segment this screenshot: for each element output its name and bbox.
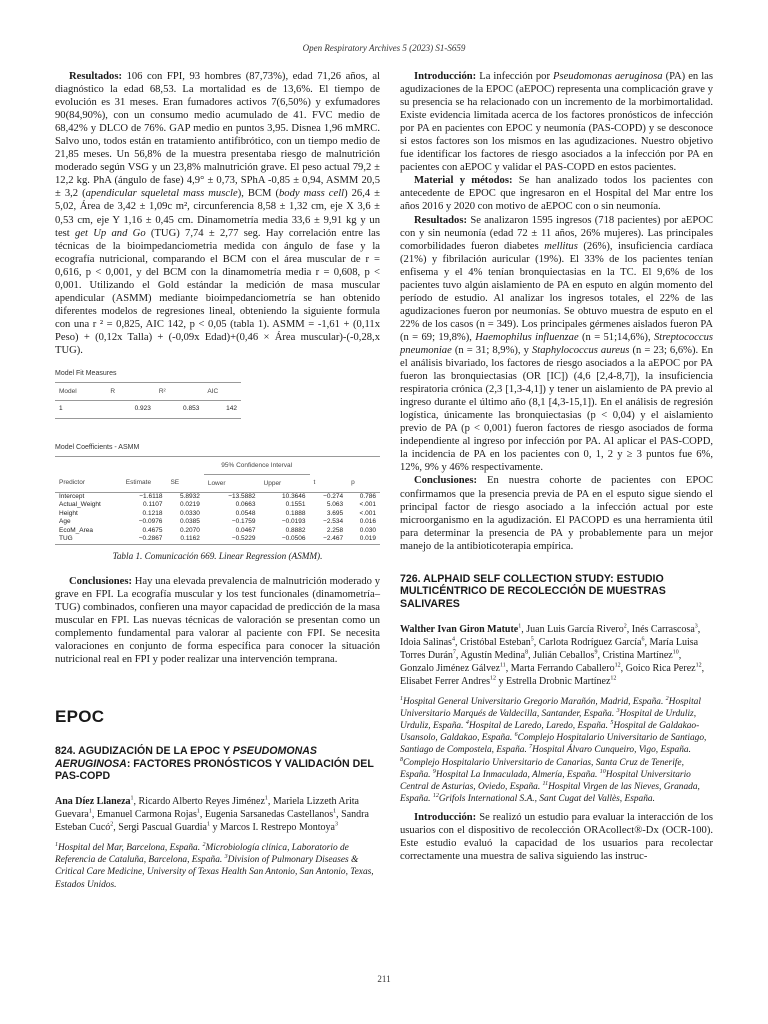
- coef-table-title: Model Coefficients - ASMM: [55, 443, 140, 451]
- resultados-text: Se analizaron 1595 ingresos (718 pacientes) por aEPOC con y sin neumonía (edad 72 ± 11 años, 26% mujeres). Las principales comorbilidades fueron diabetes mellitus (26%), insuficiencia cardíaca (21%) y fibrilación auricular (19%). El 33% de los pacientes tenían enfisema y el 4% tenían bronquiectasias en la TC. El 9,6% de los pacientes tuvo algún aislamiento de PA en esputo en algún momento del período de estudio. Al analizar los ingresos totales, el 22% de las agudizaciones fueron por neumonías. Se obtuvo muestra de esputo en el 22% de los casos (n = 349). Los principales gérmenes aislados fueron PA (n = 69; 19,8%), Haemophilus influenzae (n = 51;14,6%), Streptococcus pneumoniae (n = 31; 8,9%), y Staphylococcus aureus (n = 23; 6,6%). En el análisis bivariado, los factores de riesgo asociados a la aEPOC por PA fueron las bronquiectasias (OR [IC]) (4,6 [2,4-8,7]), la insuficiencia respiratoria crónica (2,3 [1,3-4,1]) y tener un aislamiento de PA previo al ingreso durante el último año (8,1 [4,3-15,1]). En el análisis de regresión logística, únicamente las bronquiectasias (p < 0,04) y el aislamiento previo de PA (p < 0,001) fueron factores de riesgo asociados de forma independiente al ingreso por infección por PA. Al aplicar el PAS-COPD, la incidencia de PA en los pacientes con 0, 1, 2 y ≥ 3 puntos fue 6%, 12%, 9% y 46% respectivamente.: [400, 214, 713, 474]
- abstract-824-affiliations: $^1$Hospital del Mar, Barcelona, España. $^2$Microbiología clínica, Laboratorio de Referencia de Cataluña, Barcelona, España. $^3$Division of Pulmonary Diseases & Critical Care Medicine, University of Texas Health San Antonio, San Antonio, Texas, Estados Unidos.: [55, 841, 374, 890]
- metodos-paragraph: [400, 174, 713, 213]
- coef-cell: Intercept: [59, 492, 85, 500]
- coef-cell: −0.0976: [138, 518, 163, 526]
- coef-header-cell: Upper: [260, 474, 310, 492]
- abstract-726-title: 726. ALPHAID SELF COLLECTION STUDY: ESTUDIO MULTICÉNTRICO DE RECOLECCIÓN DE MUESTRAS SALIVARES: [400, 572, 666, 610]
- intro-paragraph: [400, 70, 713, 174]
- conclusiones-paragraph: [55, 575, 380, 666]
- coef-cell: 0.016: [359, 518, 376, 526]
- resultados-text: 106 con FPI, 93 hombres (87,73%), edad 71,26 años, al diagnóstico la edad 68,53. La mortalidad es de 13,6%. El tiempo de evolución es 31 meses. Eran fumadores activos 7(6,50%) y exfumadores 90(84,90%), con un consumo medio acumulado de 41. FVC medio de 68,42% y DLCO de 76%. GAP medio en puntos 3,95. Disnea 1,96 mMRC. Salvo uno, todos están en tratamiento antifibrótico, con un tiempo medio de 21,85 meses. Un 56,8% de la muestra presentaba riesgo de malnutrición moderado según VSG y un 23,8% malnutrición grave. El peso actual 79,2 ± 12,2 kg. PhA (ángulo de fase) 4,9° ± 0,73, SPhA -0,85 ± 0,94, ASMM 20,5 ± 3,2 (apendicular squeletal mass muscle), BCM (body mass cell) 26,4 ± 5,02, Área de 3,42 ± 1,09c m², circunferencia 8,58 ± 1,32 cm, eje X 3,6 ± 0,53 cm, eje Y 1,16 ± 0,45 cm. Dinamometría media 33,6 ± 9,91 kg y un test get Up and Go (TUG) 7,74 ± 2,77 seg. Hay correlación entre las técnicas de la bioimpedanciometria medida con ángulo de fase y la ecografía nutricional, comparando el BCM con el área muscular de r = 0,616, p < 0,001, y del BCM con la dinamometría media r = 0,608, p < 0,001. Utilizando el Gold estándar la medición de masa muscular apendicular (ASMM) mediante bioimpedanciometría se han obtenido diferentes modelos de regresiones lineal, obteniendo la siguiente formula con una r ² = 0,825, AIC 142, p < 0,05 (tabla 1). ASMM = -1,61 + (0,11x Peso) + (0,12x Talla) + (-0,09x Edad)+(0,46 × Área muscular)-(-0,28,x TUG).: [55, 71, 380, 356]
- coef-cell: −1.6118: [139, 492, 163, 500]
- coef-cell: −13.5882: [228, 492, 256, 500]
- page-number: 211: [377, 974, 391, 984]
- coef-cell: 0.786: [359, 492, 376, 500]
- coef-cell: −2.467: [310, 535, 348, 544]
- coef-cell: 0.1107: [143, 501, 163, 509]
- table-row: [55, 527, 380, 536]
- coef-header-cell: SE: [166, 474, 203, 492]
- table-row: [55, 492, 380, 501]
- coef-header-cell: p: [347, 474, 380, 492]
- abstract-726-authors: Walther Ivan Giron Matute$^1$, Juan Luis García Rivero$^2$, Inés Carrascosa$^3$, Idoia Salinas$^4$, Cristóbal Esteban$^5$, Carlota Rodríguez García$^6$, María Luisa Torres Durán$^7$, Agustín Medina$^8$, Julián Ceballos$^9$, Cristina Martínez$^{10}$, Gonzalo Jiménez Gálvez$^{11}$, Marta Ferrando Caballero$^{12}$, Goico Rica Perez$^{12}$, Elisabet Ferrer Andres$^{12}$ y Estrella Drobnic Martínez$^{12}$: [400, 623, 705, 687]
- intro2-label: Introducción:: [414, 812, 477, 824]
- fit-header-cell: Model: [55, 383, 106, 401]
- coef-cell: 10.3646: [282, 492, 306, 500]
- coef-cell: Age: [59, 518, 71, 526]
- resultados-paragraph: [400, 214, 713, 475]
- model-coefficients-table: [55, 456, 380, 545]
- conclusiones-text: Hay una elevada prevalencia de malnutrición moderado y grave en FPI. La ecografía muscular y los test funcionales (dinamometría–TUG) combinados, confieren una mayor capacidad de predicción de la masa muscular en FPI. Las nuevas técnicas de valoración se presentan como un complemento fundamental para valorar al paciente con FPI. Se necesita valoraciones en conjunto de forma específica para conocer la situación nutricional real en FPI y poder realizar una intervención temprana.: [55, 575, 380, 666]
- table-row: [55, 401, 241, 419]
- table-caption: Tabla 1. Comunicación 669. Linear Regression (ASMM).: [112, 550, 323, 561]
- coef-cell: 0.0385: [179, 518, 200, 526]
- table-row: [55, 510, 380, 519]
- conclusiones-label: Conclusiones:: [414, 475, 477, 487]
- section-title-epoc: EPOC: [55, 707, 105, 727]
- table-row: [55, 518, 380, 527]
- coef-cell: −0.274: [323, 492, 344, 500]
- intro2-text: Se realizó un estudio para evaluar la interacción de los usuarios con el dispositivo de recolección ORAcollect®-Dx (OCR-100). Este estudio evaluó la capacidad de los usuarios para recolectar correctamente una muestra de saliva siguiendo las instruc-: [400, 812, 714, 863]
- coef-cell: 5.063: [326, 501, 344, 509]
- fit-header-cell: AIC: [203, 383, 241, 401]
- journal-header: Open Respiratory Archives 5 (2023) S1-S659: [302, 43, 466, 53]
- abstract-824-authors: Ana Díez Llaneza$^1$, Ricardo Alberto Reyes Jiménez$^1$, Mariela Lizzeth Arita Guevara$^1$, Emanuel Carmona Rojas$^1$, Eugenia Sarsanedas Castellanos$^1$, Sandra Esteban Cucó$^2$, Sergi Pascual Guardia$^1$ y Marcos I. Restrepo Montoya$^3$: [55, 795, 369, 833]
- conclusiones-label: Conclusiones:: [69, 575, 132, 587]
- intro2-paragraph: [400, 811, 713, 863]
- coef-header-cell: Estimate: [122, 474, 167, 492]
- abstract-726-affiliations: $^1$Hospital General Universitario Gregorio Marañón, Madrid, España. $^2$Hospital Universitario Marqués de Valdecilla, Santander, España. $^3$Hospital de Urduliz, Urduliz, España. $^4$Hospital de Laredo, Laredo, España. $^5$Hospital de Galdakao-Usansolo, Galdakao, España. $^6$Complejo Hospitalario Universitario de Santiago, Santiago de Compostela, España. $^7$Hospital Álvaro Cunqueiro, Vigo, España. $^8$Complejo Hospitalario Universitario de Canarias, Santa Cruz de Tenerife, España. $^9$Hospital La Inmaculada, Almería, España. $^{10}$Hospital Universitario Central de Asturias, Oviedo, España. $^{11}$Hospital Virgen de las Nieves, Granada, España. $^{12}$Grifols International S.A., Sant Cugat del Vallès, España.: [400, 695, 707, 805]
- fit-header-cell: R: [106, 383, 154, 401]
- coef-cell: 0.0663: [235, 501, 256, 509]
- coef-cell: 0.2070: [179, 526, 200, 534]
- abstract-824-title: 824. AGUDIZACIÓN DE LA EPOC Y PSEUDOMONAS AERUGINOSA: FACTORES PRONÓSTICOS Y VALIDACIÓN DEL PAS-COPD: [55, 745, 374, 783]
- coef-header-cell: Predictor: [55, 474, 122, 492]
- table-row: [55, 501, 380, 510]
- coef-cell: −0.0506: [260, 535, 310, 544]
- model-fit-table: [55, 382, 241, 419]
- coef-cell: <.001: [359, 501, 376, 509]
- coef-cell: Height: [59, 509, 78, 517]
- coef-cell: TUG: [55, 535, 122, 544]
- coef-cell: 0.8882: [285, 526, 306, 534]
- fit-cell: 1: [55, 401, 106, 419]
- coef-cell: 5.8932: [179, 492, 200, 500]
- fit-table-title: Model Fit Measures: [55, 370, 117, 378]
- coef-cell: <.001: [359, 509, 376, 517]
- intro-label: Introducción:: [414, 71, 477, 82]
- coef-cell: 0.0330: [179, 509, 200, 517]
- confidence-interval-header: 95% Confidence Interval: [204, 456, 310, 474]
- coef-header-cell: Lower: [204, 474, 260, 492]
- coef-cell: 0.1218: [142, 509, 163, 517]
- coef-cell: 0.0467: [235, 526, 256, 534]
- coef-cell: 0.0548: [235, 509, 256, 517]
- coef-cell: 0.0219: [179, 501, 200, 509]
- coef-cell: 0.019: [347, 535, 380, 544]
- coef-header-cell: t: [310, 474, 348, 492]
- coef-cell: 0.030: [359, 526, 376, 534]
- coef-cell: −0.0193: [281, 518, 306, 526]
- coef-cell: 0.1888: [285, 509, 306, 517]
- coef-cell: 0.1551: [285, 501, 306, 509]
- fit-cell: 142: [203, 401, 241, 419]
- resultados-paragraph: [55, 70, 380, 357]
- fit-header-cell: R²: [155, 383, 203, 401]
- coef-table-body: [55, 492, 380, 544]
- coef-cell: −0.1759: [231, 518, 256, 526]
- resultados-label: Resultados:: [414, 214, 467, 226]
- left-column: [55, 70, 380, 897]
- coef-cell: −0.5229: [204, 535, 260, 544]
- coef-cell: −0.2867: [122, 535, 167, 544]
- right-column: [400, 70, 713, 864]
- conclusiones-paragraph: [400, 474, 713, 552]
- coef-cell: 2.258: [326, 526, 344, 534]
- coef-cell: 3.695: [326, 509, 344, 517]
- conclusiones-text: En nuestra cohorte de pacientes con EPOC confirmamos que la presencia previa de PA en el esputo sigue siendo el principal factor de riesgo asociado a la infección actual por este microorganismo en la agudización. El PACOPD es una herramienta útil para determinar la presencia de PA y probablemente para un mejor manejo de la antibioticoterapia empírica.: [400, 475, 713, 552]
- intro-text: La infección por Pseudomonas aeruginosa (PA) en las agudizaciones de la EPOC (aEPOC) representa una complicación grave y su presencia se ha relacionado con un incremento de la morbimortalidad. Existe evidencia limitada acerca de los factores pronósticos de infección por PA en pacientes con EPOC y neumonía (PAS-COPD) y se desconoce si estos factores son los mismos en las agudizaciones. Nuestro objetivo fue identificar los factores de riesgo asociados a la infección por PA en pacientes con aEPOC y validar el PAS-COPD en estos pacientes.: [400, 71, 713, 174]
- resultados-label: Resultados:: [69, 71, 122, 82]
- metodos-label: Material y métodos:: [414, 175, 513, 187]
- regression-figure: [55, 367, 380, 545]
- coef-cell: −2.534: [323, 518, 344, 526]
- coef-cell: 0.4675: [142, 526, 163, 534]
- coef-cell: EcoM_Area: [59, 526, 93, 534]
- coef-cell: Actual_Weight: [59, 501, 101, 509]
- fit-cell: 0.853: [155, 401, 203, 419]
- metodos-text: Se han analizado todos los pacientes con antecedente de EPOC que ingresaron en el Hospital del Mar entre los años 2016 y 2020 con motivo de aEPOC con o sin neumonía.: [400, 175, 713, 213]
- coef-cell: 0.1162: [166, 535, 203, 544]
- fit-cell: 0.923: [106, 401, 154, 419]
- table-row: [55, 535, 380, 544]
